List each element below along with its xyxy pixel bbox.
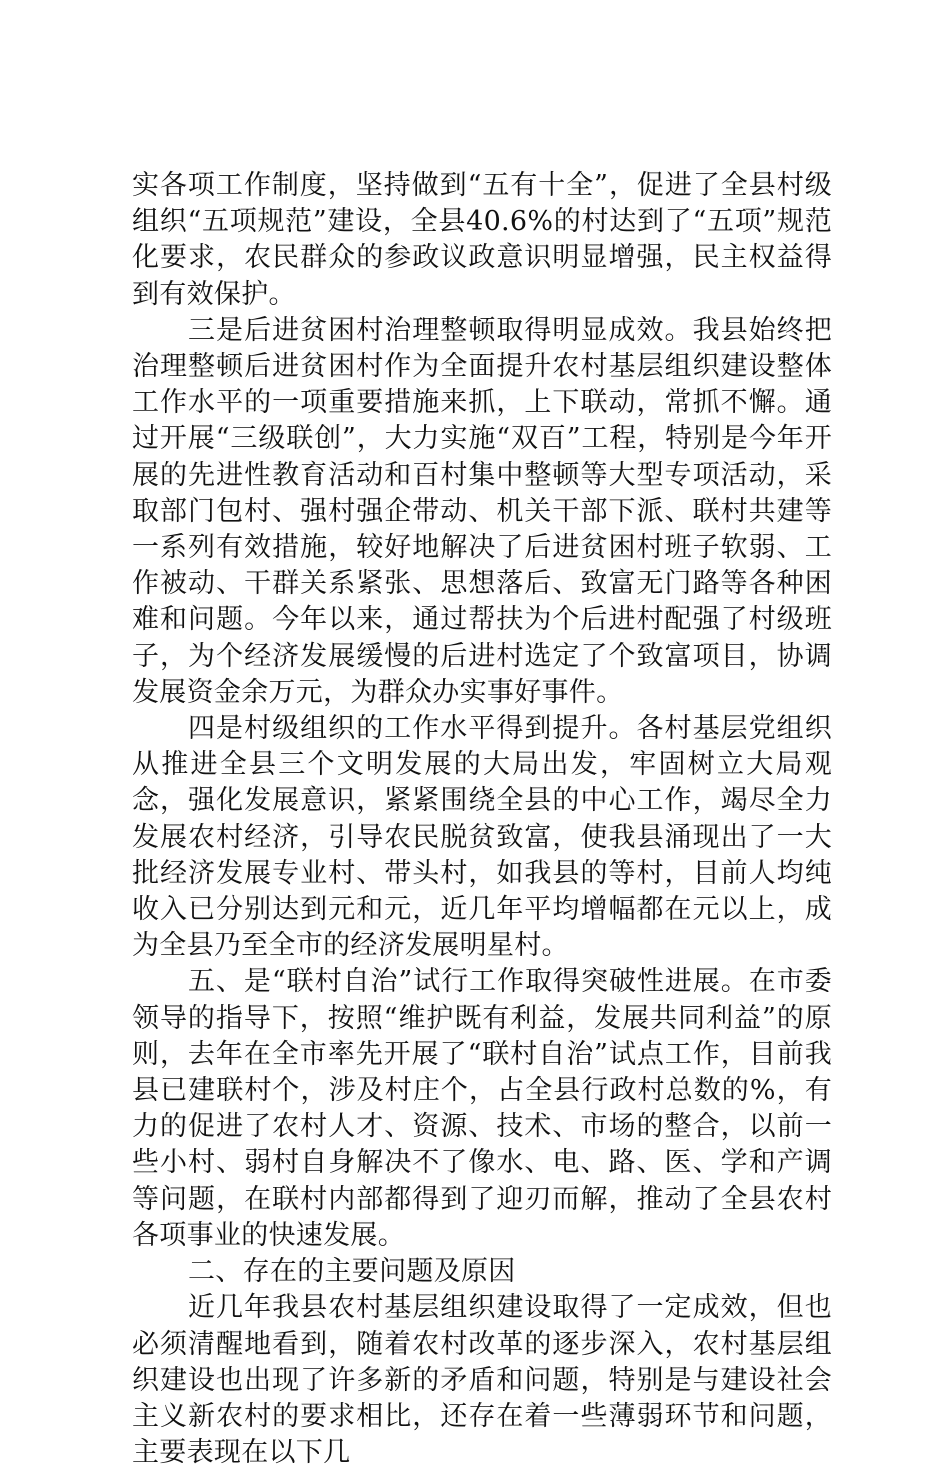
paragraph-item-four: 四是村级组织的工作水平得到提升。各村基层党组织从推进全县三个文明发展的大局出发，牢固树立大局观念，强化发展意识，紧紧围绕全县的中心工作，竭尽全力发展农村经济，引导农民脱贫致富，使我县涌现出了一大批经济发展专业村、带头村，如我县的等村，目前人均纯收入已分别达到元和元，近几年平均增幅都在元以上，成为全县乃至全市的经济发展明星村。 bbox=[132, 713, 832, 962]
section-heading-problems: 二、存在的主要问题及原因 bbox=[188, 1256, 516, 1288]
paragraph-item-three: 三是后进贫困村治理整顿取得明显成效。我县始终把治理整顿后进贫困村作为全面提升农村基层组织建设整体工作水平的一项重要措施来抓，上下联动，常抓不懈。通过开展“三级联创”，大力实施“双百”工程，特别是今年开展的先进性教育活动和百村集中整顿等大型专项活动，采取部门包村、强村强企带动、机关干部下派、联村共建等一系列有效措施，较好地解决了后进贫困村班子软弱、工作被动、干群关系紧张、思想落后、致富无门路等各种困难和问题。今年以来，通过帮扶为个后进村配强了村级班子，为个经济发展缓慢的后进村选定了个致富项目，协调发展资金余万元，为群众办实事好事件。 bbox=[132, 314, 832, 708]
paragraph-item-five: 五、是“联村自治”试行工作取得突破性进展。在市委领导的指导下，按照“维护既有利益，发展共同利益”的原则，去年在全市率先开展了“联村自治”试点工作，目前我县已建联村个，涉及村庄个，占全县行政村总数的%，有力的促进了农村人才、资源、技术、市场的整合，以前一些小村、弱村自身解决不了像水、电、路、医、学和产调等问题，在联村内部都得到了迎刃而解，推动了全县农村各项事业的快速发展。 bbox=[132, 966, 832, 1251]
document-page bbox=[132, 168, 832, 1471]
paragraph-problems-intro: 近几年我县农村基层组织建设取得了一定成效，但也必须清醒地看到，随着农村改革的逐步深入，农村基层组织建设也出现了许多新的矛盾和问题，特别是与建设社会主义新农村的要求相比，还存在着一些薄弱环节和问题，主要表现在以下几 bbox=[132, 1292, 832, 1469]
paragraph-continuation: 实各项工作制度，坚持做到“五有十全”，促进了全县村级组织“五项规范”建设，全县40.6%的村达到了“五项”规范化要求，农民群众的参政议政意识明显增强，民主权益得到有效保护。 bbox=[132, 170, 832, 310]
